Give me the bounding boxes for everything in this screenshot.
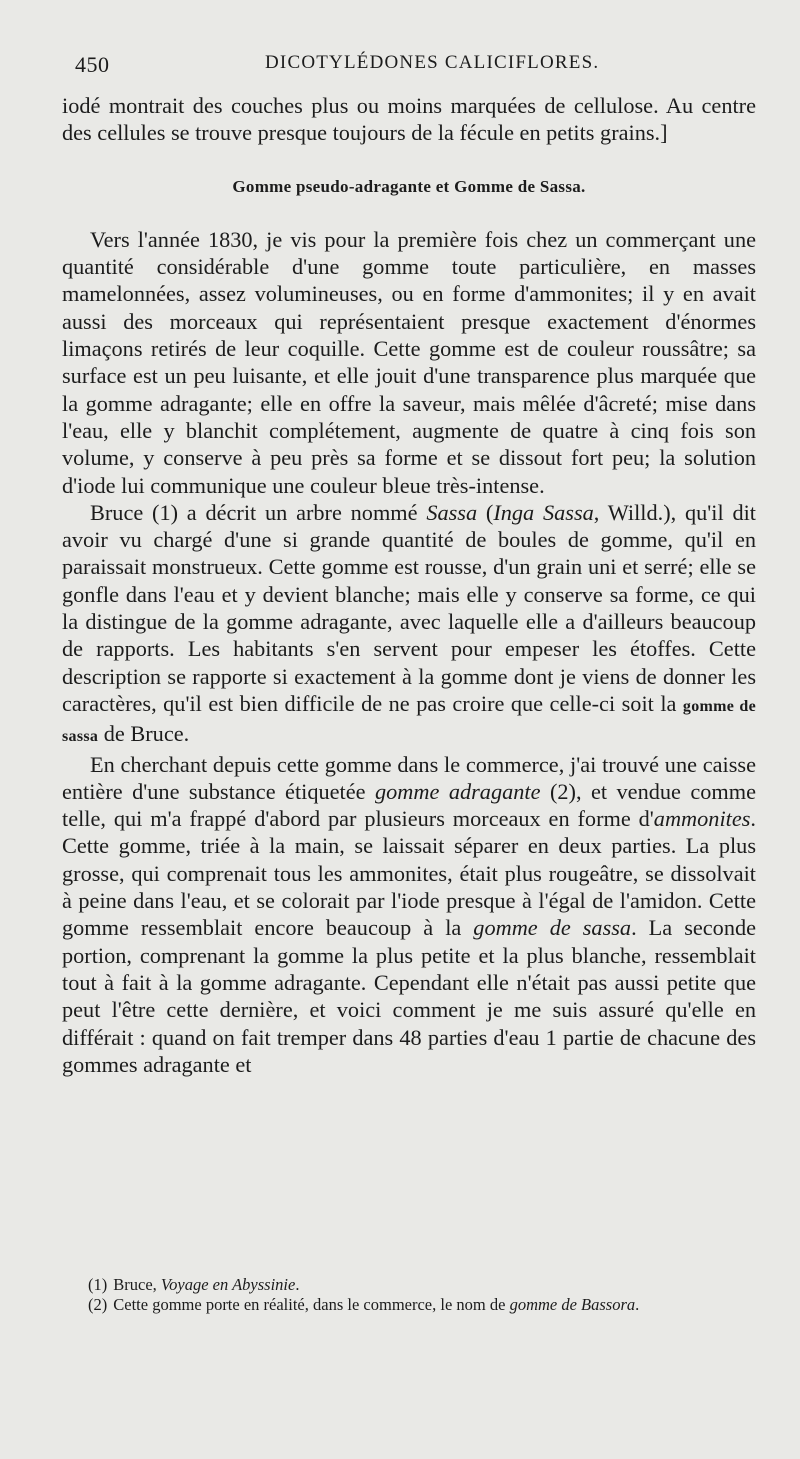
paragraph-continued: iodé montrait des couches plus ou moins marquées de cellulose. Au centre des cellules se trouve presque toujours de la fécule en petits grains.]	[62, 93, 756, 146]
text-run: Bruce,	[113, 1275, 161, 1294]
paragraph-2	[62, 499, 756, 751]
italic-run: gomme de Bassora	[509, 1294, 636, 1314]
text-run: .	[295, 1275, 300, 1294]
body-text	[62, 92, 756, 1078]
italic-run: Voyage en Abyssinie	[160, 1275, 296, 1294]
footnotes	[62, 1275, 756, 1314]
bold-run: gomme de sassa	[62, 697, 756, 746]
text-run: (2), et vendue comme telle, qui m'a frappé d'abord par plusieurs morceaux en forme d'	[62, 778, 756, 832]
text-run: Cette gomme porte en réalité, dans le commerce, le nom de	[113, 1294, 510, 1314]
page-number: 450	[75, 52, 110, 77]
text-run: de Bruce.	[98, 721, 190, 747]
footnote-mark: (1)	[88, 1275, 108, 1294]
italic-run: ammonites	[653, 806, 751, 832]
italic-run: Inga Sassa	[493, 499, 594, 525]
italic-run: gomme adragante	[374, 778, 541, 804]
running-title: DICOTYLÉDONES CALICIFLORES.	[265, 52, 600, 73]
paragraph-3	[62, 751, 756, 1079]
footnote-1	[62, 1275, 756, 1295]
text-run: .	[635, 1294, 640, 1314]
italic-run: Sassa	[426, 499, 478, 525]
text-run: Bruce (1) a décrit un arbre nommé	[90, 499, 427, 525]
text-run: , Willd.), qu'il dit avoir vu chargé d'une si grande quantité de boules de gomme, qu'il en paraissait monstrueux. Cette gomme est rousse, d'un grain uni et serré; elle se gonfle dans l'eau et y devient blanche; mais elle y conserve sa forme, ce qui la distingue de la gomme adragante, avec laquelle elle a d'ailleurs beaucoup de rapports. Les habitants s'en servent pour empeser les étoffes. Cette description se rapporte si exactement à la gomme dont je viens de donner les caractères, qu'il est bien difficile de ne pas croire que celle-ci soit la	[62, 499, 756, 716]
footnote-2	[62, 1295, 756, 1315]
paragraph-1: Vers l'année 1830, je vis pour la première fois chez un commerçant une quantité considérable d'une gomme toute particulière, en masses mamelonnées, assez volumineuses, ou en forme d'ammonites; il y en avait aussi des morceaux qui représentaient presque exactement d'énormes limaçons retirés de leur coquille. Cette gomme est de couleur roussâtre; sa surface est un peu luisante, et elle jouit d'une transparence plus marquée que la gomme adragante; elle en offre la saveur, mais mêlée d'âcreté; mise dans l'eau, elle y blanchit complétement, augmente de quatre à cinq fois son volume, y conserve à peu près sa forme et se dissout fort peu; la solution d'iode lui communique une couleur bleue très-intense.	[62, 226, 756, 498]
text-run: En cherchant depuis cette gomme dans le commerce, j'ai trouvé une caisse entière d'une substance étiquetée	[62, 751, 756, 804]
footnote-mark: (2)	[88, 1294, 108, 1314]
text-run: (	[477, 499, 494, 525]
page-header	[75, 52, 765, 84]
italic-run: gomme de sassa	[473, 915, 632, 941]
section-heading: Gomme pseudo-adragante et Gomme de Sassa.	[232, 176, 586, 196]
text-run: . Cette gomme, triée à la main, se laissait séparer en deux parties. La plus grosse, qui comprenait tous les ammonites, était plus rougeâtre, se dissolvait à peine dans l'eau, et se colorait par l'iode presque à l'égal de l'amidon. Cette gomme ressemblait encore beaucoup à la	[62, 806, 756, 941]
text-run: . La seconde portion, comprenant la gomme la plus petite et la plus blanche, ressemblait tout à fait à la gomme adragante. Cependant elle n'était pas aussi petite que peut l'être cette dernière, et voici comment je me suis assuré qu'elle en différait : quand on fait tremper dans 48 parties d'eau 1 partie de chacune des gommes adragante et	[62, 915, 757, 1077]
